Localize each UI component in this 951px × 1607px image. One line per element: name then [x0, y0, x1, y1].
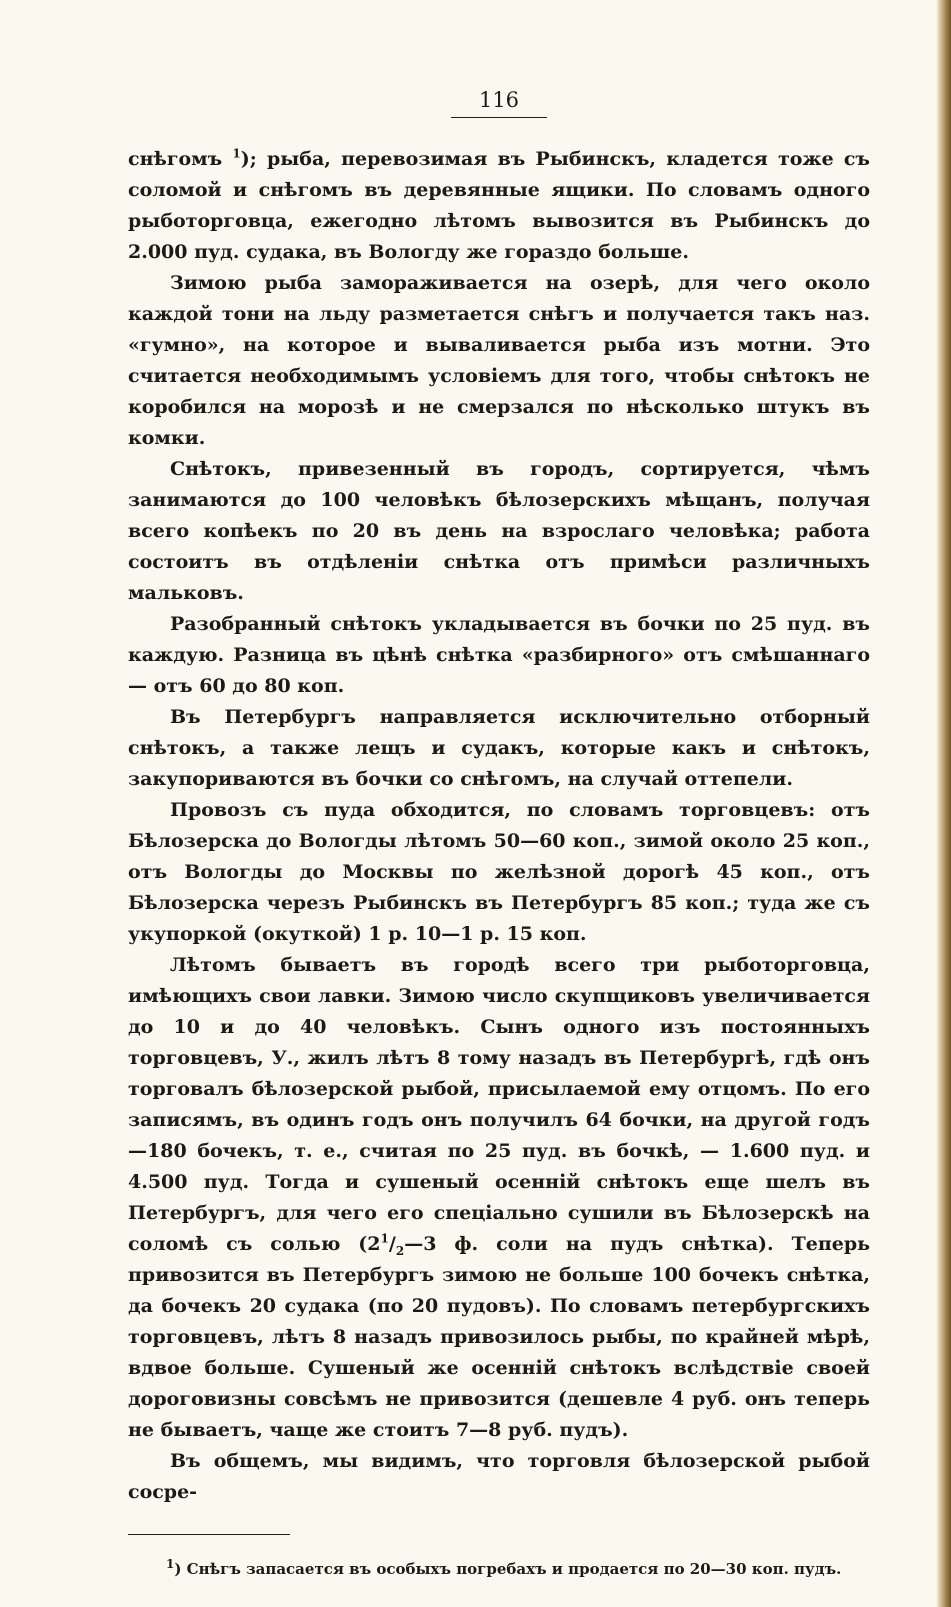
paragraph-8: Въ общемъ, мы видимъ, что торговля бѣлозерской рыбой сосре- — [128, 1450, 870, 1503]
footnote-marker: 1 — [166, 1557, 175, 1571]
page-edge — [937, 0, 951, 1607]
paragraph-7-rest: —3 ф. соли на пудъ снѣтка). Теперь привозится въ Петербургъ зимою не больше 100 бочекъ снѣтка, да бочекъ 20 судака (по 20 пудовъ). По словамъ петербургскихъ торговцевъ, лѣтъ 8 назадъ привозилось рыбы, по крайней мѣрѣ, вдвое больше. Сушеный же осенній снѣтокъ вслѣдствіе своей дороговизны совсѣмъ не привозится (дешевле 4 руб. онъ теперь не бываетъ, чаще же стоитъ 7—8 руб. пудъ). — [128, 1233, 870, 1441]
footnote — [128, 1559, 870, 1579]
page-number: 116 — [451, 86, 547, 118]
paragraph-7-start: Лѣтомъ бываетъ въ городѣ всего три рыботорговца, имѣющихъ свои лавки. Зимою число скупщиковъ увеличивается до 10 и до 40 человѣкъ. Сынъ одного изъ постоянныхъ торговцевъ, У., жилъ лѣтъ 8 тому назадъ въ Петербургѣ, гдѣ онъ торговалъ бѣлозерской рыбой, присылаемой ему отцомъ. По его записямъ, въ одинъ годъ онъ получилъ 64 бочки, на другой годъ—180 бочекъ, т. е., считая по 25 пуд. въ бочкѣ, — 1.600 пуд. и 4.500 пуд. Тогда и сушеный осенній снѣтокъ еще шелъ въ Петербургъ, для чего его спеціально сушили въ Бѣлозерскѣ на соломѣ съ солью (2 — [128, 954, 870, 1255]
footnote-divider — [128, 1534, 290, 1535]
paragraph-2: Зимою рыба замораживается на озерѣ, для чего около каждой тони на льду разметается снѣгъ и получается такъ наз. «гумно», на которое и вываливается рыба изъ мотни. Это считается необходимымъ условіемъ для того, чтобы снѣтокъ не коробился на морозѣ и не смерзался по нѣсколько штукъ въ комки. — [128, 272, 870, 449]
fraction-numerator: 1 — [380, 1231, 389, 1246]
footnote-text: ) Снѣгъ запасается въ особыхъ погребахъ и продается по 20—30 коп. пудъ. — [174, 1560, 842, 1578]
footnote-reference: 1 — [232, 146, 241, 161]
paragraph-4: Разобранный снѣтокъ укладывается въ бочки по 25 пуд. въ каждую. Разница въ цѣнѣ снѣтка «разбирного» отъ смѣшаннаго— отъ 60 до 80 коп. — [128, 613, 870, 697]
paragraph-3: Снѣтокъ, привезенный въ городъ, сортируется, чѣмъ занимаются до 100 человѣкъ бѣлозерскихъ мѣщанъ, получая всего копѣекъ по 20 въ день на взрослаго человѣка; работа состоитъ въ отдѣленіи снѣтка отъ примѣси различныхъ мальковъ. — [128, 458, 870, 604]
paragraph-1 — [128, 144, 870, 268]
paragraph-6: Провозъ съ пуда обходится, по словамъ торговцевъ: отъ Бѣлозерска до Вологды лѣтомъ 50—60 коп., зимой около 25 коп., отъ Вологды до Москвы по желѣзной дорогѣ 45 коп., отъ Бѣлозерска черезъ Рыбинскъ въ Петербургъ 85 коп.; туда же съ укупоркой (окуткой) 1 р. 10—1 р. 15 коп. — [128, 799, 870, 945]
body-text — [128, 144, 870, 1508]
paragraph-1-start: снѣгомъ — [128, 148, 233, 170]
fraction-slash: / — [388, 1233, 396, 1255]
book-page — [128, 86, 870, 1579]
paragraph-7 — [128, 950, 870, 1446]
paragraph-1-rest: ); рыба, перевозимая въ Рыбинскъ, кладется тоже съ соломой и снѣгомъ въ деревянные ящики. По словамъ одного рыботорговца, ежегодно лѣтомъ вывозится въ Рыбинскъ до 2.000 пуд. судака, въ Вологду же гораздо больше. — [128, 148, 870, 263]
paragraph-5: Въ Петербургъ направляется исключительно отборный снѣтокъ, а также лещъ и судакъ, которые какъ и снѣтокъ, закупориваются въ бочки со снѣгомъ, на случай оттепели. — [128, 706, 870, 790]
fraction-denominator: 2 — [395, 1243, 405, 1258]
